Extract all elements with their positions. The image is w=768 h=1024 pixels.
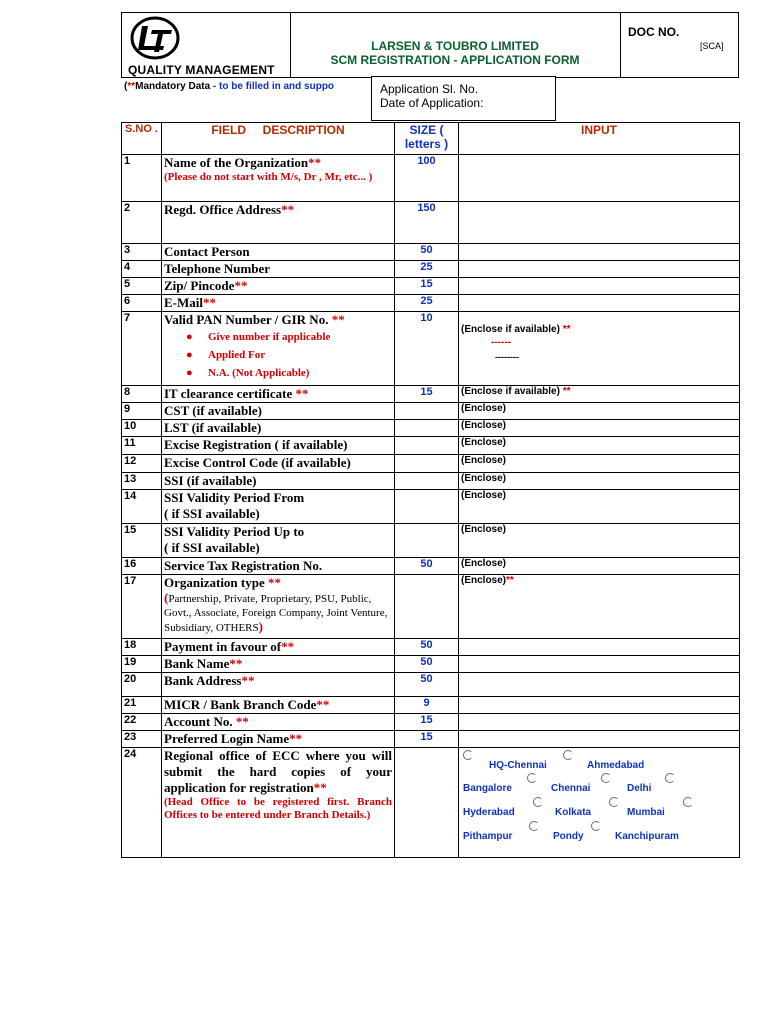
input-cell[interactable] (459, 455, 740, 473)
mandatory-open: ( (124, 81, 128, 92)
office-option-label[interactable]: Chennai (551, 783, 591, 794)
office-option-label[interactable]: Mumbai (627, 807, 665, 818)
input-dash-red: ------ (491, 337, 511, 348)
table-row (122, 558, 740, 575)
required-marker: ** (229, 656, 243, 671)
field-size: 50 (395, 244, 459, 261)
field-size (395, 575, 459, 639)
row-number: 4 (122, 261, 162, 278)
field-description (162, 244, 395, 261)
field-description (162, 455, 395, 473)
field-label: Organization type (164, 575, 268, 590)
field-label: Regional office of ECC where you will submit the hard copies of your application for registration (164, 748, 392, 795)
table-row (122, 403, 740, 420)
field-size: 9 (395, 697, 459, 714)
row-number: 16 (122, 558, 162, 575)
field-label: Preferred Login Name (164, 731, 290, 746)
mandatory-note (124, 81, 334, 92)
row-number: 2 (122, 202, 162, 244)
field-label: LST (if available) (164, 420, 262, 435)
field-size (395, 490, 459, 524)
field-note: (Please do not start with M/s, Dr , Mr, etc... ) (164, 171, 373, 183)
required-marker: ** (281, 202, 295, 217)
table-row (122, 473, 740, 490)
input-hint: (Enclose) (461, 473, 507, 484)
col-size: SIZE ( letters ) (395, 123, 459, 155)
col-field: FIELD DESCRIPTION (162, 123, 395, 155)
field-size: 50 (395, 558, 459, 575)
input-hint: (Enclose) (461, 437, 507, 448)
row-number: 18 (122, 639, 162, 656)
row-number: 14 (122, 490, 162, 524)
row-number: 8 (122, 386, 162, 403)
field-label: SSI Validity Period From (164, 490, 305, 505)
input-cell[interactable] (459, 312, 740, 386)
field-description (162, 575, 395, 639)
field-size: 15 (395, 731, 459, 748)
row-number: 6 (122, 295, 162, 312)
field-label: Service Tax Registration No. (164, 558, 323, 573)
mandatory-stars: ** (127, 81, 136, 92)
field-description (162, 386, 395, 403)
field-size: 50 (395, 639, 459, 656)
field-label: E-Mail (164, 295, 203, 310)
field-label: Excise Control Code (if available) (164, 455, 351, 470)
field-size: 15 (395, 386, 459, 403)
office-option-label[interactable]: Bangalore (463, 783, 512, 794)
field-description (162, 731, 395, 748)
table-row (122, 278, 740, 295)
field-label: IT clearance certificate (164, 386, 296, 401)
field-label: Regd. Office Address (164, 202, 282, 217)
required-marker: ** (268, 575, 281, 590)
required-marker: ** (241, 673, 255, 688)
input-hint: (Enclose) (461, 455, 507, 466)
table-row (122, 490, 740, 524)
field-description (162, 697, 395, 714)
field-size: 25 (395, 261, 459, 278)
required-marker: ** (289, 731, 303, 746)
doc-code: [SCA] (700, 41, 724, 51)
field-size (395, 403, 459, 420)
field-description (162, 473, 395, 490)
required-marker: ** (316, 697, 330, 712)
field-description (162, 748, 395, 858)
office-radio[interactable] (601, 773, 611, 783)
input-hint: (Enclose) (461, 490, 507, 501)
office-option-label[interactable]: Ahmedabad (587, 760, 645, 771)
input-cell[interactable] (459, 656, 740, 673)
field-label: Bank Address (164, 673, 242, 688)
office-option-label[interactable]: Kolkata (555, 807, 592, 818)
field-size: 15 (395, 278, 459, 295)
field-description (162, 278, 395, 295)
mandatory-dash: - (210, 81, 220, 92)
required-marker: ** (203, 295, 216, 310)
field-description (162, 202, 395, 244)
bullet-text: Give number if applicable (208, 331, 331, 343)
field-description (162, 261, 395, 278)
field-description (162, 714, 395, 731)
input-cell[interactable] (459, 575, 740, 639)
row-number: 21 (122, 697, 162, 714)
bullet-text: Applied For (208, 349, 266, 361)
input-hint: (Enclose if available) (461, 386, 563, 397)
required-marker: ** (281, 639, 295, 654)
field-description (162, 155, 395, 202)
bullet-item: ● Give number if applicable (186, 331, 331, 343)
row-number: 9 (122, 403, 162, 420)
field-note: Partnership, Private, Proprietary, PSU, Public, Govt., Associate, Foreign Company, Joint Venture, Subsidiary, OTHERS (164, 593, 388, 634)
row-number: 15 (122, 524, 162, 558)
field-size: 100 (395, 155, 459, 202)
field-size: 50 (395, 656, 459, 673)
regional-office-input[interactable] (459, 748, 740, 858)
input-hint: (Enclose) (461, 420, 507, 431)
bullet-item: ● Applied For (186, 349, 266, 361)
field-label: Account No. (164, 714, 236, 729)
field-label-line2: ( if SSI available) (164, 506, 260, 521)
field-label: CST (if available) (164, 403, 262, 418)
field-size (395, 437, 459, 455)
input-cell[interactable] (459, 490, 740, 524)
form-title: SCM REGISTRATION - APPLICATION FORM (330, 53, 580, 67)
office-option-label[interactable]: Pondy (553, 831, 584, 842)
field-description (162, 295, 395, 312)
input-cell[interactable] (459, 558, 740, 575)
input-cell[interactable] (459, 731, 740, 748)
row-number: 3 (122, 244, 162, 261)
office-option-label[interactable]: Kanchipuram (615, 831, 679, 842)
input-cell[interactable] (459, 697, 740, 714)
company-name: LARSEN & TOUBRO LIMITED (371, 39, 539, 53)
field-size (395, 420, 459, 437)
input-hint: (Enclose) (461, 524, 507, 535)
row-number: 13 (122, 473, 162, 490)
row-number: 19 (122, 656, 162, 673)
office-radio[interactable] (609, 797, 619, 807)
input-cell[interactable] (459, 524, 740, 558)
note-open: ( (164, 590, 169, 605)
row-number: 12 (122, 455, 162, 473)
table-row (122, 295, 740, 312)
field-size (395, 455, 459, 473)
office-options (461, 748, 737, 856)
registration-table (121, 122, 740, 858)
row-number: 17 (122, 575, 162, 639)
row-number: 10 (122, 420, 162, 437)
row-number: 11 (122, 437, 162, 455)
col-input: INPUT (459, 123, 740, 155)
field-description (162, 524, 395, 558)
office-radio[interactable] (533, 797, 543, 807)
field-description (162, 673, 395, 697)
row-number: 24 (122, 748, 162, 858)
input-cell[interactable] (459, 473, 740, 490)
table-row (122, 714, 740, 731)
input-dash-black: -------- (495, 352, 519, 362)
table-row (122, 639, 740, 656)
application-box (371, 76, 556, 121)
field-description (162, 558, 395, 575)
field-label-line2: ( if SSI available) (164, 540, 260, 555)
input-cell[interactable] (459, 714, 740, 731)
field-size: 25 (395, 295, 459, 312)
required-marker: ** (295, 386, 309, 401)
field-description (162, 403, 395, 420)
office-radio[interactable] (665, 773, 675, 783)
row-number: 5 (122, 278, 162, 295)
application-date-label: Date of Application: (380, 96, 484, 110)
input-required-marker: ** (562, 324, 571, 335)
input-required-marker: ** (506, 575, 514, 586)
field-size (395, 748, 459, 858)
input-cell[interactable] (459, 295, 740, 312)
table-row (122, 575, 740, 639)
input-cell[interactable] (459, 386, 740, 403)
office-option-label[interactable]: Hyderabad (463, 807, 515, 818)
required-marker: ** (234, 278, 248, 293)
office-radio[interactable] (463, 750, 473, 760)
field-size: 50 (395, 673, 459, 697)
input-cell[interactable] (459, 420, 740, 437)
field-label: Name of the Organization (164, 155, 309, 170)
header-divider-right (620, 12, 621, 78)
office-radio[interactable] (683, 797, 693, 807)
field-label: Contact Person (164, 244, 250, 259)
office-option-label[interactable]: HQ-Chennai (489, 760, 547, 771)
input-hint: (Enclose if available) (461, 324, 563, 335)
input-cell[interactable] (459, 155, 740, 202)
field-size: 15 (395, 714, 459, 731)
table-row (122, 656, 740, 673)
field-description (162, 420, 395, 437)
table-row (122, 420, 740, 437)
mandatory-tail: to be filled in and suppo (219, 81, 335, 92)
mandatory-label: Mandatory Data (135, 81, 211, 92)
input-required-marker: ** (562, 386, 571, 397)
table-row (122, 437, 740, 455)
quality-management-label: QUALITY MANAGEMENT (128, 63, 275, 77)
office-option-label[interactable]: Pithampur (463, 831, 513, 842)
field-size: 150 (395, 202, 459, 244)
field-label: Bank Name (164, 656, 230, 671)
table-row (122, 386, 740, 403)
table-row (122, 697, 740, 714)
table-row (122, 244, 740, 261)
office-radio[interactable] (529, 821, 539, 831)
office-radio[interactable] (563, 750, 573, 760)
office-option-label[interactable]: Delhi (627, 783, 652, 794)
field-label: SSI (if available) (164, 473, 257, 488)
field-note: (Head Office to be registered first. Branch Offices to be entered under Branch Details.) (164, 796, 392, 821)
lt-logo (130, 16, 180, 60)
bullet-text: N.A. (Not Applicable) (208, 367, 310, 379)
input-cell[interactable] (459, 437, 740, 455)
field-description (162, 656, 395, 673)
table-row (122, 673, 740, 697)
col-sno: S.NO . (122, 123, 162, 155)
field-label: Payment in favour of (164, 639, 282, 654)
field-label: Zip/ Pincode (164, 278, 235, 293)
input-cell[interactable] (459, 403, 740, 420)
input-cell[interactable] (459, 244, 740, 261)
table-row (122, 524, 740, 558)
input-cell[interactable] (459, 673, 740, 697)
table-row (122, 455, 740, 473)
required-marker: ** (313, 780, 327, 795)
row-number: 22 (122, 714, 162, 731)
required-marker: ** (331, 312, 345, 327)
application-sl-no-label: Application Sl. No. (380, 82, 479, 96)
field-description (162, 437, 395, 455)
field-size (395, 473, 459, 490)
doc-no-label: DOC NO. (628, 25, 680, 39)
required-marker: ** (235, 714, 249, 729)
table-row (122, 155, 740, 202)
input-cell[interactable] (459, 278, 740, 295)
field-label: SSI Validity Period Up to (164, 524, 305, 539)
input-cell[interactable] (459, 261, 740, 278)
office-radio[interactable] (591, 821, 601, 831)
note-close: ) (258, 619, 263, 634)
field-size: 10 (395, 312, 459, 386)
field-label: Excise Registration ( if available) (164, 437, 348, 452)
row-number: 20 (122, 673, 162, 697)
input-cell[interactable] (459, 639, 740, 656)
table-row (122, 261, 740, 278)
input-hint: (Enclose) (461, 575, 507, 586)
row-number: 7 (122, 312, 162, 386)
input-hint: (Enclose) (461, 403, 507, 414)
row-number: 23 (122, 731, 162, 748)
field-label: Telephone Number (164, 261, 271, 276)
field-description (162, 312, 395, 386)
table-row (122, 202, 740, 244)
field-description (162, 639, 395, 656)
required-marker: ** (308, 155, 322, 170)
field-label: Valid PAN Number / GIR No. (164, 312, 332, 327)
field-size (395, 524, 459, 558)
bullet-item: ● N.A. (Not Applicable) (186, 367, 310, 379)
table-row (122, 748, 740, 858)
input-hint: (Enclose) (461, 558, 507, 569)
table-header-row (122, 123, 740, 155)
row-number: 1 (122, 155, 162, 202)
field-description (162, 490, 395, 524)
table-row (122, 312, 740, 386)
office-radio[interactable] (527, 773, 537, 783)
table-row (122, 731, 740, 748)
input-cell[interactable] (459, 202, 740, 244)
field-label: MICR / Bank Branch Code (164, 697, 317, 712)
